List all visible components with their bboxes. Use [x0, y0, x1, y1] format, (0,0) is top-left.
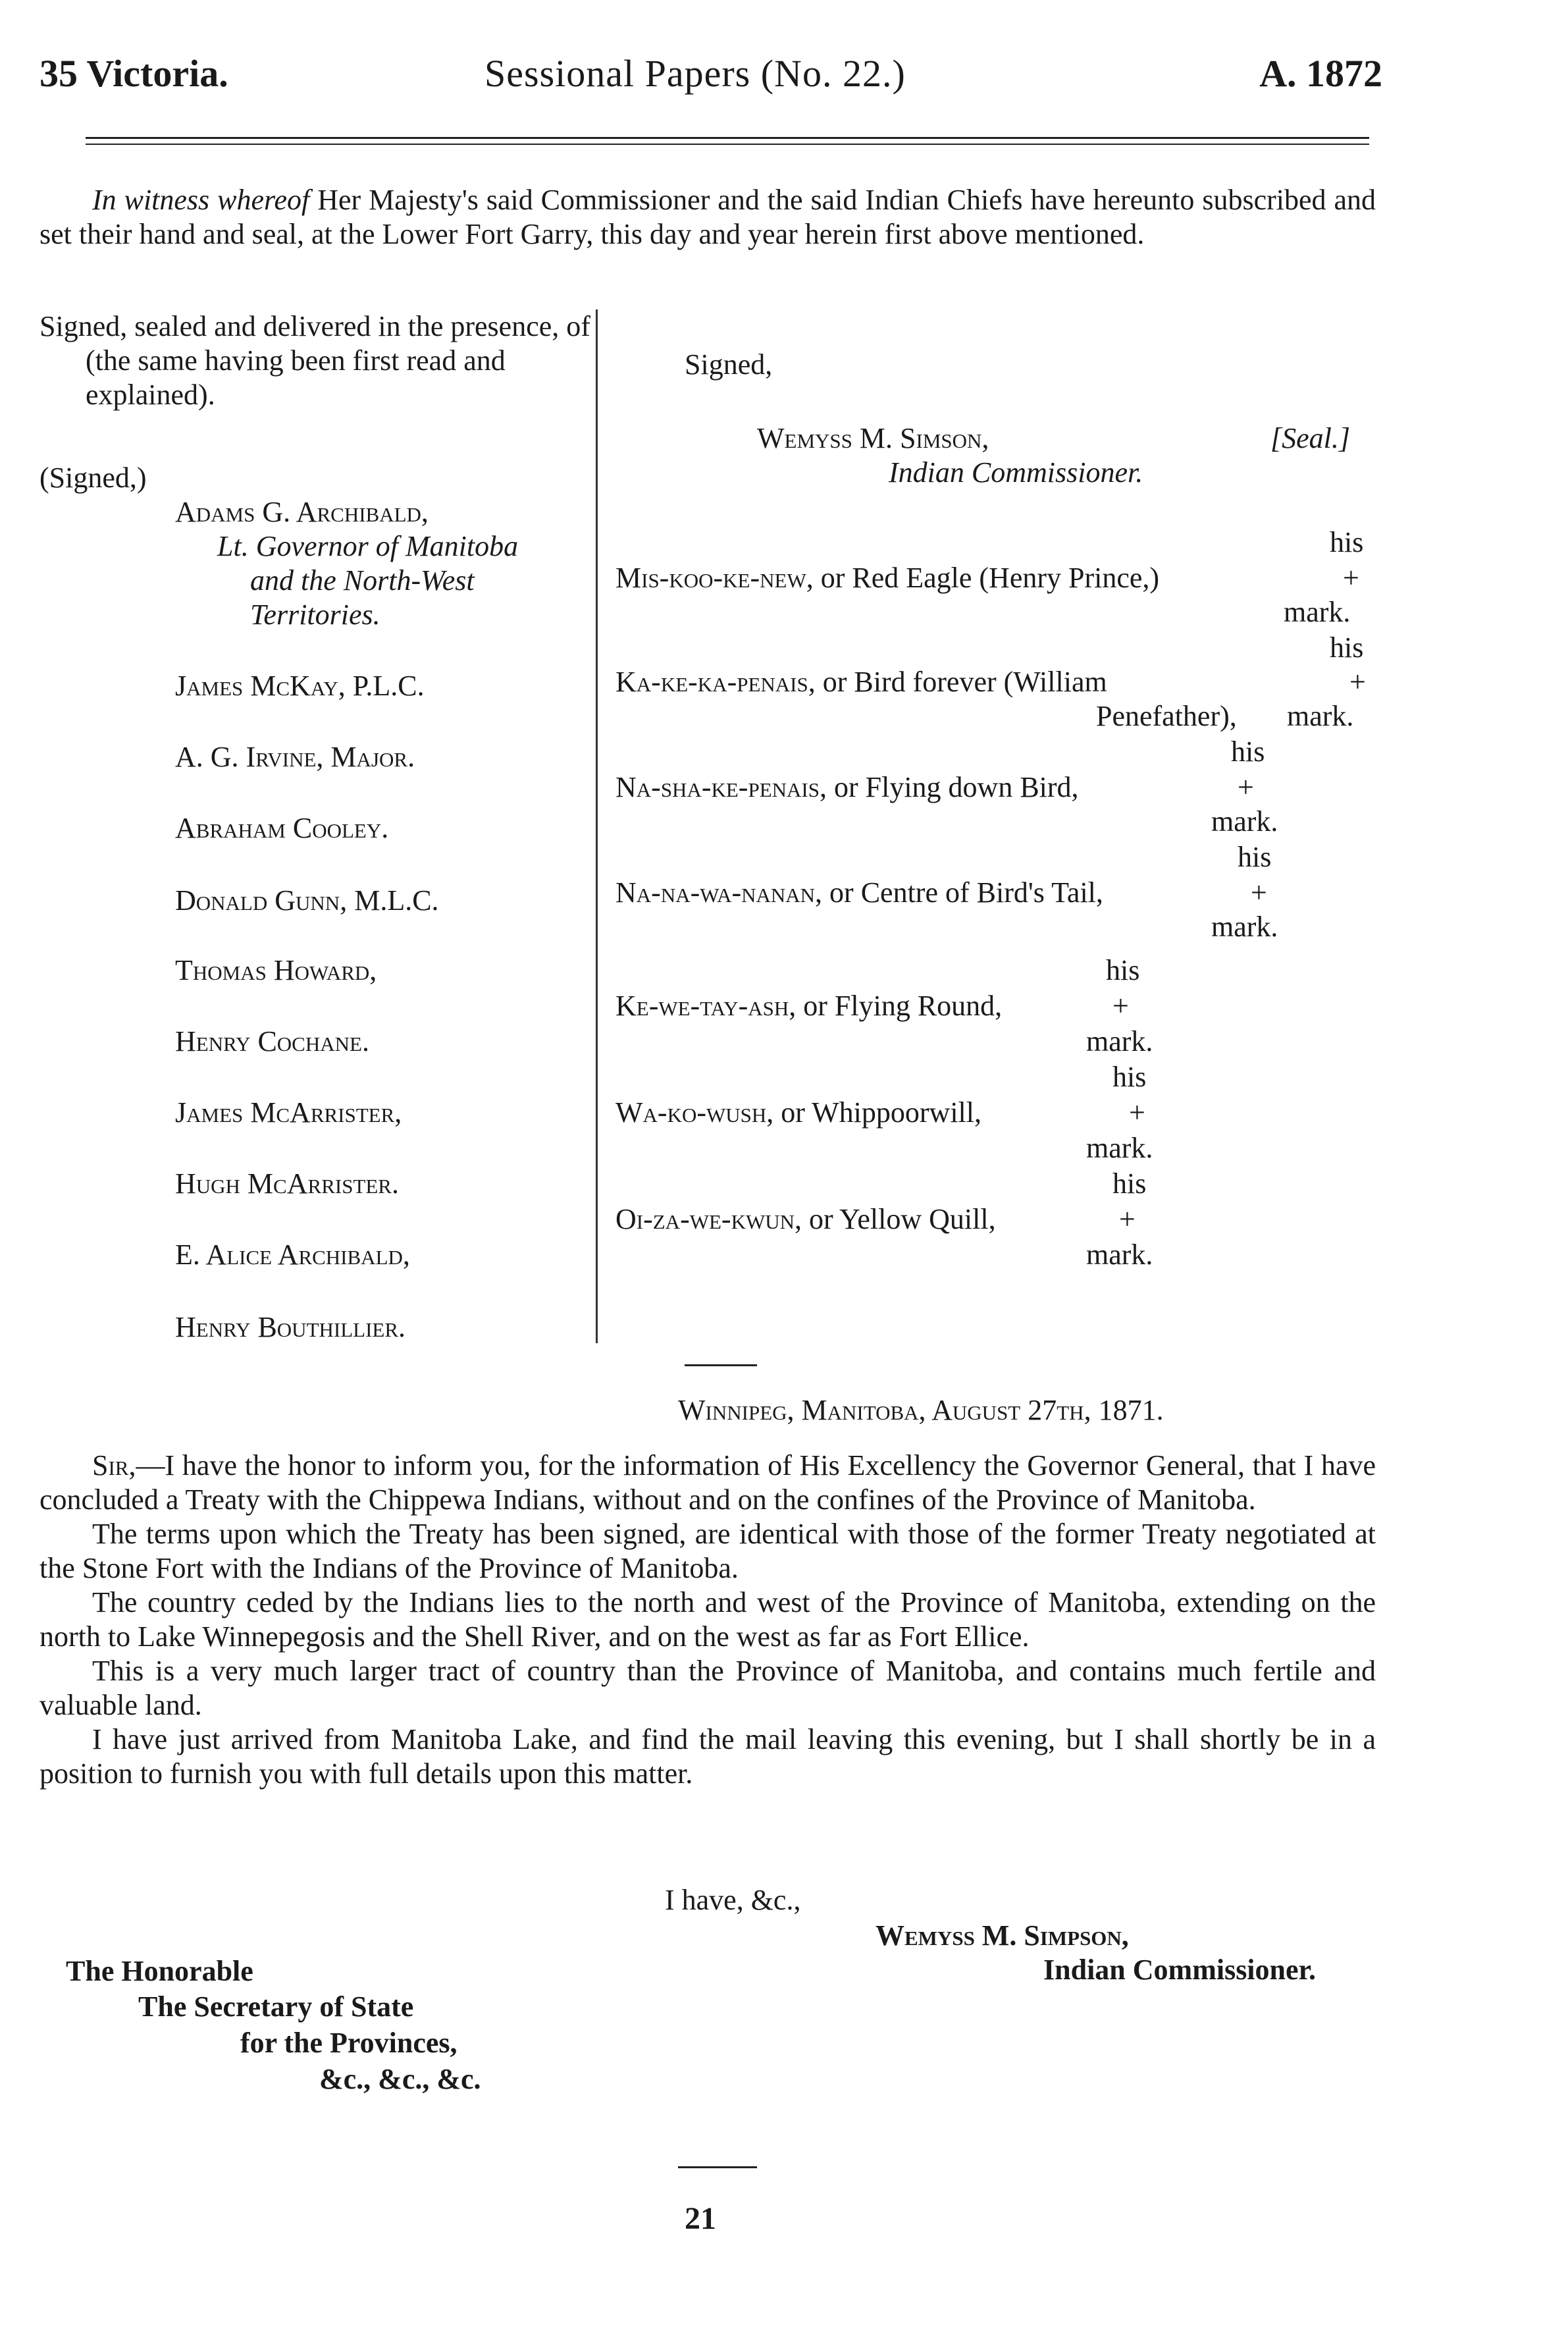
cross-mark: + [1251, 876, 1267, 909]
witness-signed-label: (Signed,) [39, 462, 147, 494]
running-header [39, 51, 1382, 111]
chief-desc: , or Yellow Quill, [795, 1203, 996, 1235]
letter-signer-title: Indian Commissioner. [1043, 1954, 1317, 1986]
chief-name: Na-na-wa-nanan [615, 876, 816, 909]
letter-body [39, 1449, 1376, 1791]
his-label: his [1238, 841, 1272, 873]
mark-label: mark. [1086, 1132, 1153, 1164]
cross-mark: + [1349, 666, 1366, 698]
chief-name: Mis-koo-ke-new [615, 562, 806, 594]
chief-desc: , or Whippoorwill, [766, 1096, 981, 1129]
witness-lead: In witness whereof [92, 184, 310, 216]
page-number: 21 [685, 2201, 716, 2236]
chief-desc-continued: Penefather), [1096, 700, 1237, 732]
witness-archibald-title-2: and the North-West [250, 564, 475, 597]
cross-mark: + [1238, 771, 1254, 803]
his-label: his [1112, 1061, 1147, 1093]
commissioner-title: Indian Commissioner. [889, 456, 1143, 489]
mark-label: mark. [1211, 911, 1278, 943]
chief-desc: , or Red Eagle (Henry Prince,) [806, 562, 1160, 594]
section-rule [685, 1364, 757, 1366]
letter-signer: Wemyss M. Simpson, [875, 1919, 1129, 1952]
chief-name: Na-sha-ke-penais [615, 771, 820, 803]
witness-name: James McArrister, [175, 1096, 402, 1129]
witness-name: Henry Bouthillier. [175, 1311, 406, 1343]
letter-paragraph-1: —I have the honor to inform you, for the information of His Excellency the Governor General, that I have concluded a Treaty with the Chippewa Indians, without and on the confines of the Province of Manitoba. [39, 1449, 1376, 1516]
witness-name: E. Alice Archibald, [175, 1239, 410, 1271]
cross-mark: + [1129, 1096, 1145, 1129]
chief-desc: , or Centre of Bird's Tail, [815, 876, 1103, 909]
witness-name: A. G. Irvine, Major. [175, 741, 415, 773]
chief-name: Ke-we-tay-ash [615, 990, 789, 1022]
his-label: his [1330, 631, 1364, 664]
chief-line [615, 770, 1079, 805]
chief-desc: , or Bird forever (William [808, 666, 1107, 698]
letter-paragraph-3: The country ceded by the Indians lies to the north and west of the Province of Manitoba, extending on the north to Lake Winnepegosis and the Shell River, and on the west as far as Fort Ellice. [39, 1586, 1376, 1653]
letter-place-date: Winnipeg, Manitoba, August 27th, 1871. [678, 1394, 1164, 1426]
mark-label: mark. [1211, 805, 1278, 838]
witness-archibald-title-3: Territories. [250, 599, 380, 631]
witness-archibald-title-1: Lt. Governor of Manitoba [217, 530, 519, 562]
cross-mark: + [1119, 1203, 1136, 1235]
mark-label: mark. [1086, 1025, 1153, 1057]
witness-name: Henry Cochane. [175, 1025, 369, 1057]
chief-line [615, 1096, 981, 1130]
chief-name: Oi-za-we-kwun [615, 1203, 795, 1235]
his-label: his [1106, 954, 1140, 986]
witness-intro: Signed, sealed and delivered in the presence, of (the same having been first read and explained). [39, 310, 590, 411]
chief-desc: , or Flying Round, [789, 990, 1003, 1022]
witness-archibald-name: Adams G. Archibald, [175, 496, 429, 528]
header-rule-thin [86, 144, 1369, 145]
chief-line [615, 989, 1002, 1023]
letter-paragraph-2: The terms upon which the Treaty has been signed, are identical with those of the former Treaty negotiated at the Stone Fort with the Indians of the Province of Manitoba. [39, 1518, 1376, 1584]
witness-name: Donald Gunn, M.L.C. [175, 884, 439, 917]
chief-name: Ka-ke-ka-penais [615, 666, 808, 698]
chief-desc: , or Flying down Bird, [819, 771, 1079, 803]
his-label: his [1330, 526, 1364, 558]
chief-name: Wa-ko-wush [615, 1096, 767, 1129]
witness-text: Her Majesty's said Commissioner and the said Indian Chiefs have hereunto subscribed and set their hand and seal, at the Lower Fort Garry, this day and year herein first above mentioned. [39, 184, 1376, 250]
his-label: his [1112, 1167, 1147, 1200]
witness-paragraph [39, 183, 1376, 252]
witness-name: Abraham Cooley. [175, 812, 389, 844]
address-line: The Honorable [66, 1955, 253, 1987]
signatories-signed-label: Signed, [685, 348, 773, 381]
footer-rule [678, 2166, 757, 2168]
chief-line [615, 665, 1107, 699]
address-line: &c., &c., &c. [319, 2063, 481, 2095]
address-line: for the Provinces, [240, 2027, 457, 2059]
mark-label: mark. [1086, 1239, 1153, 1271]
chief-line [615, 561, 1159, 595]
witness-name: James McKay, P.L.C. [175, 670, 425, 702]
mark-label: mark. [1284, 596, 1351, 628]
mark-label: mark. [1287, 700, 1354, 732]
cross-mark: + [1112, 990, 1129, 1022]
letter-paragraph-4: This is a very much larger tract of country than the Province of Manitoba, and contains much fertile and valuable land. [39, 1655, 1376, 1721]
witness-name: Hugh McArrister. [175, 1167, 399, 1200]
column-divider-brace [596, 309, 607, 1343]
chief-line [615, 1202, 996, 1237]
header-title: Sessional Papers (No. 22.) [484, 52, 906, 95]
header-rule [86, 137, 1369, 139]
letter-closing: I have, &c., [665, 1884, 801, 1916]
witness-name: Thomas Howard, [175, 954, 377, 986]
witness-list [39, 309, 590, 412]
cross-mark: + [1343, 562, 1359, 594]
letter-salutation: Sir, [92, 1449, 136, 1481]
his-label: his [1231, 735, 1265, 768]
address-line: The Secretary of State [138, 1990, 414, 2023]
letter-paragraph-5: I have just arrived from Manitoba Lake, and find the mail leaving this evening, but I shall shortly be in a position to furnish you with full details upon this matter. [39, 1723, 1376, 1790]
header-year: A. 1872 [1259, 52, 1382, 95]
seal-label: [Seal.] [1270, 422, 1350, 454]
chief-line [615, 876, 1103, 910]
commissioner-name: Wemyss M. Simson, [757, 422, 989, 454]
header-session: 35 Victoria. [39, 52, 228, 95]
